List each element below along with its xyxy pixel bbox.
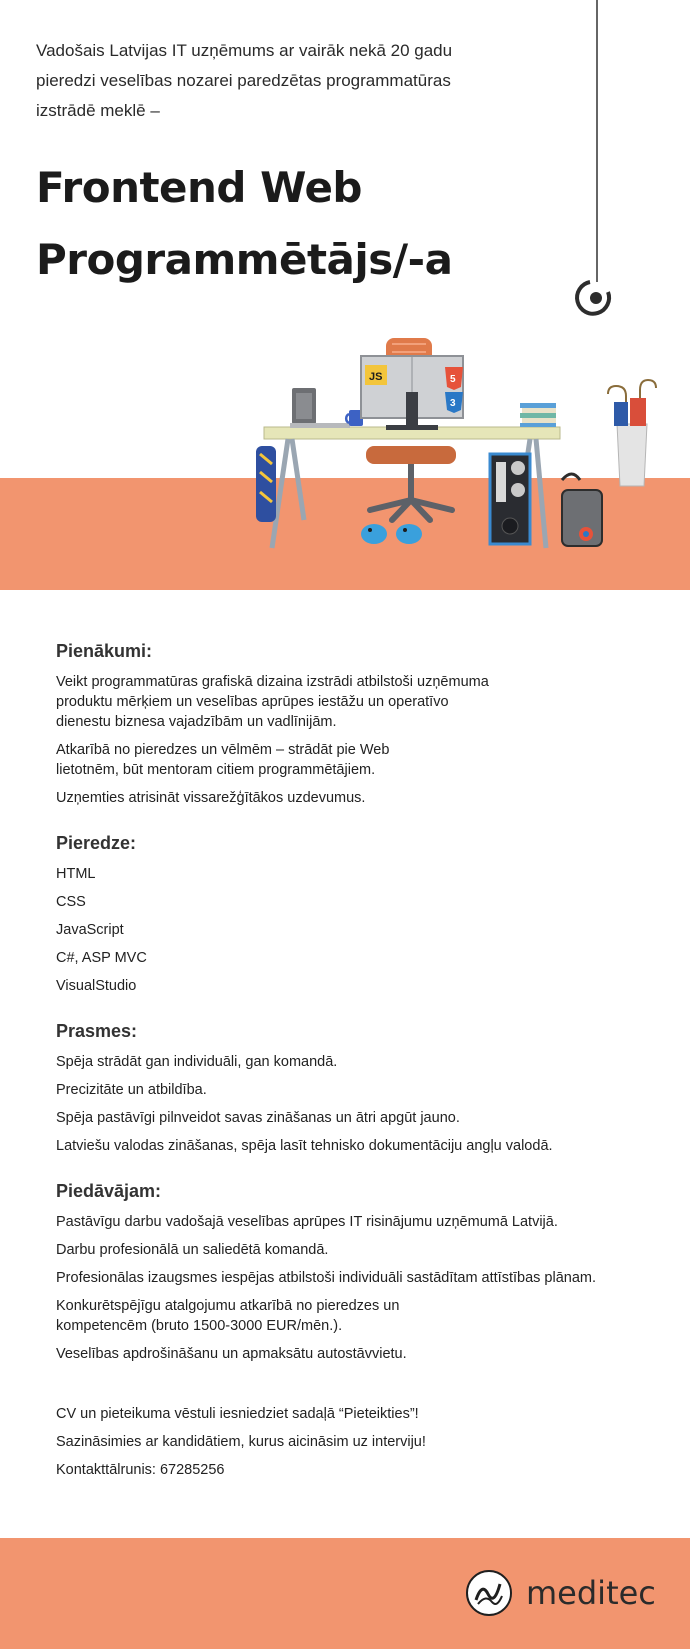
closing-line: CV un pieteikuma vēstuli iesniedziet sadaļā “Pieteikties”! bbox=[56, 1406, 419, 1422]
contact-phone: Kontakttālrunis: 67285256 bbox=[56, 1462, 225, 1478]
offer-item: Profesionālas izaugsmes iespējas atbilstoši individuāli sastādītam attīstības plānam. bbox=[56, 1270, 596, 1286]
slippers-icon bbox=[361, 524, 422, 544]
bag-icon bbox=[562, 474, 602, 546]
job-title bbox=[36, 152, 556, 296]
css3-sticker-label: 3 bbox=[450, 398, 456, 409]
pc-tower-icon bbox=[490, 454, 530, 544]
offer-section bbox=[56, 1180, 656, 1364]
offer-item: Darbu profesionālā un saliedētā komandā. bbox=[56, 1242, 329, 1258]
skill-item: Latviešu valodas zināšanas, spēja lasīt tehnisko dokumentāciju angļu valodā. bbox=[56, 1138, 553, 1154]
html5-sticker-label: 5 bbox=[450, 374, 456, 385]
offer-item: Veselības apdrošināšanu un apmaksātu autostāvvietu. bbox=[56, 1346, 407, 1362]
duty-item: Veikt programmatūras grafiskā dizaina izstrādi atbilstoši uzņēmuma produktu mērķiem un veselības aprūpes iestāžu un operatīvo dienestu biznesa vajadzībām un vadlīnijām. bbox=[56, 674, 489, 730]
intro-text: Vadošais Latvijas IT uzņēmums ar vairāk nekā 20 gadu pieredzi veselības nozarei paredzētas programmatūras izstrādē meklē – bbox=[36, 41, 453, 120]
offer-item: Pastāvīgu darbu vadošajā veselības aprūpes IT risinājumu uzņēmumā Latvijā. bbox=[56, 1214, 558, 1230]
closing-line: Sazināsimies ar kandidātiem, kurus aicināsim uz interviju! bbox=[56, 1434, 426, 1450]
meditec-logo bbox=[466, 1570, 656, 1616]
books-icon bbox=[520, 403, 556, 427]
laptop-icon bbox=[290, 388, 350, 428]
experience-item: C#, ASP MVC bbox=[56, 950, 147, 966]
js-sticker-label: JS bbox=[369, 371, 383, 383]
umbrella-stand-icon bbox=[608, 380, 656, 486]
backpack-icon bbox=[256, 446, 276, 522]
closing-section bbox=[56, 1404, 656, 1480]
job-title-line-2: Programmētājs/-a bbox=[36, 235, 453, 284]
brand-name: meditec bbox=[526, 1574, 656, 1612]
lamp-icon bbox=[577, 282, 609, 314]
meditec-logo-icon bbox=[466, 1570, 512, 1616]
offer-heading: Piedāvājam: bbox=[56, 1181, 162, 1201]
duties-section bbox=[56, 640, 656, 808]
experience-section bbox=[56, 832, 656, 996]
skill-item: Spēja pastāvīgi pilnveidot savas zināšanas un ātri apgūt jauno. bbox=[56, 1110, 460, 1126]
offer-item: Konkurētspējīgu atalgojumu atkarībā no pieredzes un kompetencēm (bruto 1500-3000 EUR/mēn.). bbox=[56, 1298, 400, 1334]
duty-item: Atkarībā no pieredzes un vēlmēm – strādāt pie Web lietotnēm, būt mentoram citiem programmētājiem. bbox=[56, 742, 390, 778]
skills-section bbox=[56, 1020, 656, 1156]
duty-item: Uzņemties atrisināt vissarežģītākos uzdevumus. bbox=[56, 790, 366, 806]
experience-item: CSS bbox=[56, 894, 86, 910]
duties-heading: Pienākumi: bbox=[56, 641, 153, 661]
skills-heading: Prasmes: bbox=[56, 1021, 138, 1041]
skill-item: Spēja strādāt gan individuāli, gan komandā. bbox=[56, 1054, 338, 1070]
job-description bbox=[56, 640, 656, 1504]
monitor-icon bbox=[361, 356, 463, 430]
skill-item: Precizitāte un atbildība. bbox=[56, 1082, 207, 1098]
experience-item: VisualStudio bbox=[56, 978, 137, 994]
job-title-line-1: Frontend Web bbox=[36, 163, 363, 212]
experience-item: JavaScript bbox=[56, 922, 124, 938]
experience-item: HTML bbox=[56, 866, 96, 882]
experience-heading: Pieredze: bbox=[56, 833, 137, 853]
